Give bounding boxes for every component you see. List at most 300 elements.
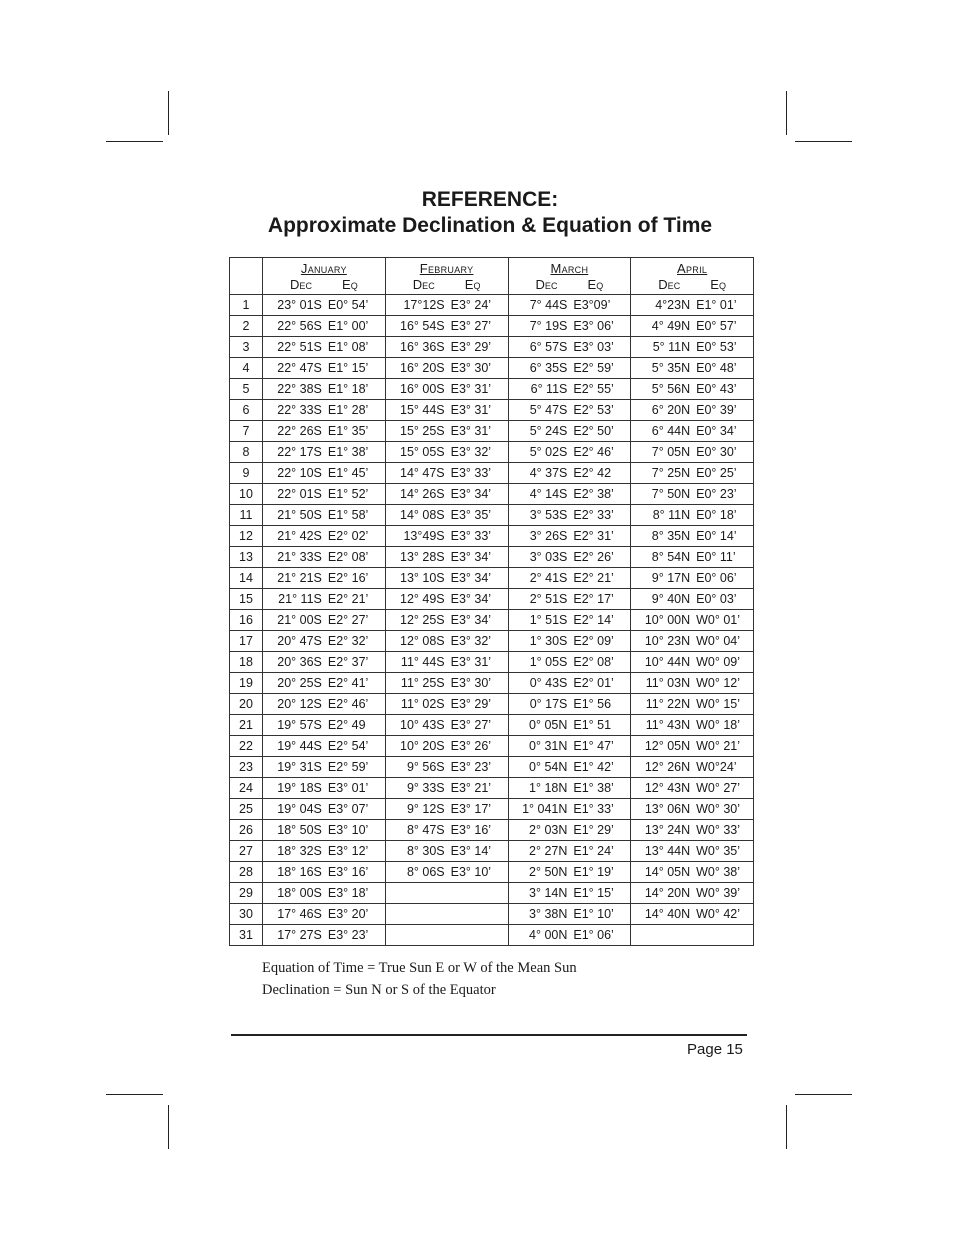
declination-value: 6° 35S: [529, 361, 568, 375]
crop-mark-tl-h: [106, 141, 163, 142]
day-number: 14: [230, 568, 263, 589]
equation-value: E3° 10’: [450, 865, 492, 879]
table-row: [230, 568, 754, 589]
eq-label: Eq: [587, 277, 604, 292]
equation-value: E3° 18’: [327, 886, 369, 900]
table-row: [230, 358, 754, 379]
equation-value: E1° 58’: [327, 508, 369, 522]
equation-value: E0° 53’: [696, 340, 737, 354]
cell-mar: [508, 316, 631, 337]
day-number: 30: [230, 904, 263, 925]
declination-value: 15° 44S: [400, 403, 445, 417]
cell-jan: [263, 841, 386, 862]
declination-value: 7° 05N: [651, 445, 691, 459]
declination-value: 22° 38S: [277, 382, 322, 396]
cell-jan: [263, 652, 386, 673]
table-row: [230, 505, 754, 526]
equation-value: E1° 15’: [327, 361, 369, 375]
declination-value: 4° 49N: [651, 319, 691, 333]
table-row: [230, 589, 754, 610]
declination-value: 1° 51S: [529, 613, 568, 627]
day-number: 5: [230, 379, 263, 400]
cell-feb: [385, 358, 508, 379]
declination-value: 23° 01S: [277, 298, 322, 312]
declination-value: 14° 20N: [644, 886, 691, 900]
cell-mar: [508, 778, 631, 799]
declination-value: 4° 00N: [529, 928, 568, 942]
cell-feb: [385, 904, 508, 925]
declination-value: 19° 18S: [277, 781, 322, 795]
declination-value: 17° 27S: [277, 928, 322, 942]
declination-value: 17° 46S: [277, 907, 322, 921]
equation-value: E1° 47’: [573, 739, 614, 753]
cell-jan: [263, 505, 386, 526]
day-number: 4: [230, 358, 263, 379]
day-number: 17: [230, 631, 263, 652]
day-column-header: [230, 258, 263, 295]
cell-mar: [508, 295, 631, 316]
declination-value: 10° 23N: [644, 634, 691, 648]
declination-value: 5° 35N: [651, 361, 691, 375]
declination-value: 18° 16S: [277, 865, 322, 879]
table-row: [230, 904, 754, 925]
equation-value: E3°09’: [573, 298, 611, 312]
declination-value: 16° 00S: [400, 382, 445, 396]
declination-value: 13° 10S: [400, 571, 445, 585]
cell-apr: [631, 379, 754, 400]
equation-value: E2° 14’: [573, 613, 614, 627]
declination-value: 10° 43S: [400, 718, 445, 732]
declination-value: 17°12S: [403, 298, 445, 312]
cell-apr: [631, 526, 754, 547]
equation-value: E2° 50’: [573, 424, 614, 438]
cell-feb: [385, 421, 508, 442]
declination-value: 11° 44S: [400, 655, 445, 669]
cell-mar: [508, 400, 631, 421]
declination-value: 11° 03N: [645, 676, 691, 690]
table-row: [230, 463, 754, 484]
declination-value: 22° 47S: [277, 361, 322, 375]
cell-mar: [508, 757, 631, 778]
equation-value: E1° 42’: [573, 760, 614, 774]
equation-value: W0° 27’: [696, 781, 741, 795]
cell-apr: [631, 610, 754, 631]
declination-value: 13° 24N: [644, 823, 691, 837]
equation-value: E3° 23’: [450, 760, 492, 774]
declination-value: 20° 47S: [277, 634, 322, 648]
equation-value: W0° 04’: [696, 634, 741, 648]
declination-value: 5° 11N: [652, 340, 691, 354]
equation-value: E3° 24’: [450, 298, 492, 312]
equation-value: E3° 27’: [450, 718, 492, 732]
declination-value: 6° 44N: [651, 424, 691, 438]
equation-value: W0° 35’: [696, 844, 741, 858]
equation-value: E1° 06’: [573, 928, 614, 942]
table-row: [230, 799, 754, 820]
cell-apr: [631, 505, 754, 526]
equation-value: E2° 27’: [327, 613, 369, 627]
declination-value: 3° 38N: [529, 907, 568, 921]
equation-value: E0° 14’: [696, 529, 737, 543]
table-row: [230, 883, 754, 904]
day-number: 20: [230, 694, 263, 715]
equation-value: E3° 20’: [327, 907, 369, 921]
declination-value: 21° 11S: [278, 592, 322, 606]
day-number: 18: [230, 652, 263, 673]
equation-value: E3° 10’: [327, 823, 369, 837]
equation-value: E0° 43’: [696, 382, 737, 396]
declination-value: 0° 05N: [529, 718, 568, 732]
equation-value: E1° 33’: [573, 802, 614, 816]
equation-value: E1° 18’: [327, 382, 369, 396]
cell-mar: [508, 442, 631, 463]
cell-feb: [385, 631, 508, 652]
cell-feb: [385, 757, 508, 778]
equation-value: E2° 32’: [327, 634, 369, 648]
cell-jan: [263, 715, 386, 736]
cell-mar: [508, 610, 631, 631]
footnotes: [262, 957, 577, 1001]
equation-value: E3° 31’: [450, 424, 492, 438]
declination-value: 12° 08S: [400, 634, 445, 648]
declination-value: 8° 11N: [652, 508, 691, 522]
table-row: [230, 757, 754, 778]
declination-value: 10° 44N: [644, 655, 691, 669]
table-row: [230, 925, 754, 946]
cell-apr: [631, 316, 754, 337]
equation-value: E2° 31’: [573, 529, 614, 543]
equation-value: E3° 06’: [573, 319, 614, 333]
month-name: February: [419, 261, 474, 276]
equation-value: W0° 12’: [696, 676, 741, 690]
declination-value: 2° 50N: [529, 865, 568, 879]
eq-label: Eq: [464, 277, 481, 292]
cell-apr: [631, 358, 754, 379]
declination-table: [229, 257, 754, 946]
cell-apr: [631, 337, 754, 358]
equation-value: E0° 57’: [696, 319, 737, 333]
declination-value: 0° 54N: [529, 760, 568, 774]
cell-apr: [631, 715, 754, 736]
declination-value: 9° 12S: [406, 802, 445, 816]
declination-value: 9° 17N: [651, 571, 691, 585]
cell-mar: [508, 337, 631, 358]
declination-value: 16° 54S: [400, 319, 445, 333]
equation-value: E0° 23’: [696, 487, 737, 501]
cell-jan: [263, 379, 386, 400]
table-row: [230, 652, 754, 673]
cell-mar: [508, 505, 631, 526]
equation-value: E2° 49: [327, 718, 366, 732]
declination-value: 22° 26S: [277, 424, 322, 438]
cell-feb: [385, 295, 508, 316]
equation-value: E3° 32’: [450, 634, 492, 648]
crop-mark-tr-h: [795, 141, 852, 142]
cell-apr: [631, 652, 754, 673]
day-number: 1: [230, 295, 263, 316]
declination-value: 19° 31S: [277, 760, 322, 774]
page-number: Page 15: [687, 1041, 743, 1058]
footer-rule: [231, 1034, 747, 1036]
cell-feb: [385, 379, 508, 400]
month-name: April: [677, 261, 708, 276]
equation-value: E1° 38’: [573, 781, 614, 795]
cell-jan: [263, 358, 386, 379]
cell-jan: [263, 883, 386, 904]
table-row: [230, 337, 754, 358]
table-row: [230, 778, 754, 799]
equation-value: W0° 38’: [696, 865, 741, 879]
declination-value: 7° 44S: [529, 298, 568, 312]
cell-jan: [263, 778, 386, 799]
equation-value: E0° 11’: [696, 550, 736, 564]
cell-jan: [263, 526, 386, 547]
cell-mar: [508, 820, 631, 841]
equation-value: W0°24’: [696, 760, 737, 774]
declination-value: 19° 57S: [277, 718, 322, 732]
cell-apr: [631, 295, 754, 316]
cell-jan: [263, 547, 386, 568]
equation-value: E0° 48’: [696, 361, 737, 375]
table-row: [230, 526, 754, 547]
cell-feb: [385, 862, 508, 883]
equation-value: E3° 31’: [450, 655, 492, 669]
day-number: 11: [230, 505, 263, 526]
declination-value: 5° 56N: [651, 382, 691, 396]
day-number: 28: [230, 862, 263, 883]
cell-mar: [508, 694, 631, 715]
cell-feb: [385, 799, 508, 820]
equation-value: E3° 33’: [450, 529, 492, 543]
cell-apr: [631, 673, 754, 694]
equation-value: E2° 53’: [573, 403, 614, 417]
declination-value: 8° 35N: [651, 529, 691, 543]
day-number: 12: [230, 526, 263, 547]
crop-mark-br-v: [786, 1105, 787, 1149]
cell-mar: [508, 631, 631, 652]
equation-value: W0° 18’: [696, 718, 741, 732]
table-row: [230, 379, 754, 400]
declination-value: 11° 22N: [645, 697, 691, 711]
equation-value: E3° 31’: [450, 382, 492, 396]
cell-feb: [385, 589, 508, 610]
declination-value: 18° 50S: [277, 823, 322, 837]
equation-value: E1° 35’: [327, 424, 369, 438]
equation-value: E3° 30’: [450, 361, 492, 375]
equation-value: E3° 07’: [327, 802, 369, 816]
crop-mark-br-h: [795, 1094, 852, 1095]
table-header-row: [230, 258, 754, 295]
cell-apr: [631, 400, 754, 421]
declination-value: 20° 12S: [277, 697, 322, 711]
declination-value: 0° 43S: [529, 676, 568, 690]
table-row: [230, 820, 754, 841]
crop-mark-bl-h: [106, 1094, 163, 1095]
equation-value: E0° 18’: [696, 508, 737, 522]
declination-value: 22° 10S: [277, 466, 322, 480]
declination-value: 13° 28S: [400, 550, 445, 564]
cell-feb: [385, 505, 508, 526]
declination-value: 13° 44N: [644, 844, 691, 858]
declination-value: 10° 00N: [644, 613, 691, 627]
cell-feb: [385, 316, 508, 337]
equation-value: E0° 39’: [696, 403, 737, 417]
equation-value: E1° 00’: [327, 319, 369, 333]
equation-value: E0° 54’: [327, 298, 369, 312]
day-number: 26: [230, 820, 263, 841]
declination-value: 19° 44S: [277, 739, 322, 753]
declination-value: 7° 25N: [651, 466, 691, 480]
day-number: 10: [230, 484, 263, 505]
cell-jan: [263, 862, 386, 883]
equation-value: E2° 08’: [327, 550, 369, 564]
cell-feb: [385, 778, 508, 799]
cell-mar: [508, 568, 631, 589]
declination-value: 16° 36S: [400, 340, 445, 354]
table-row: [230, 862, 754, 883]
day-number: 31: [230, 925, 263, 946]
cell-feb: [385, 841, 508, 862]
declination-value: 12° 25S: [400, 613, 445, 627]
declination-value: 13° 06N: [644, 802, 691, 816]
cell-apr: [631, 631, 754, 652]
cell-jan: [263, 799, 386, 820]
cell-jan: [263, 421, 386, 442]
cell-feb: [385, 883, 508, 904]
declination-value: 3° 26S: [529, 529, 568, 543]
equation-value: E1° 52’: [327, 487, 369, 501]
cell-jan: [263, 631, 386, 652]
equation-value: E2° 46’: [573, 445, 614, 459]
declination-value: 22° 17S: [277, 445, 322, 459]
cell-jan: [263, 904, 386, 925]
equation-value: E2° 59’: [573, 361, 614, 375]
month-header-april: [631, 258, 754, 295]
equation-value: E3° 12’: [327, 844, 369, 858]
cell-jan: [263, 694, 386, 715]
cell-mar: [508, 673, 631, 694]
equation-value: E2° 38’: [573, 487, 614, 501]
cell-mar: [508, 883, 631, 904]
equation-value: E3° 16’: [327, 865, 369, 879]
declination-value: 19° 04S: [277, 802, 322, 816]
declination-value: 14° 26S: [400, 487, 445, 501]
table-row: [230, 400, 754, 421]
cell-mar: [508, 925, 631, 946]
cell-feb: [385, 484, 508, 505]
equation-value: E3° 35’: [450, 508, 492, 522]
declination-value: 12° 26N: [644, 760, 691, 774]
equation-value: E2° 16’: [327, 571, 369, 585]
declination-value: 12° 43N: [644, 781, 691, 795]
cell-apr: [631, 421, 754, 442]
cell-feb: [385, 400, 508, 421]
equation-value: E2° 54’: [327, 739, 369, 753]
day-number: 8: [230, 442, 263, 463]
day-number: 21: [230, 715, 263, 736]
equation-value: E2° 42: [573, 466, 612, 480]
equation-value: W0° 39’: [696, 886, 741, 900]
equation-value: W0° 30’: [696, 802, 741, 816]
cell-jan: [263, 820, 386, 841]
equation-value: E2° 01’: [573, 676, 614, 690]
equation-value: E3° 34’: [450, 550, 492, 564]
equation-value: E0° 30’: [696, 445, 737, 459]
cell-jan: [263, 295, 386, 316]
equation-value: E3° 27’: [450, 319, 492, 333]
cell-mar: [508, 589, 631, 610]
declination-value: 13°49S: [403, 529, 445, 543]
cell-mar: [508, 526, 631, 547]
declination-value: 15° 25S: [400, 424, 445, 438]
table-row: [230, 715, 754, 736]
dec-label: Dec: [535, 277, 558, 292]
equation-value: E2° 59’: [327, 760, 369, 774]
declination-value: 8° 06S: [406, 865, 445, 879]
table-row: [230, 673, 754, 694]
cell-jan: [263, 442, 386, 463]
cell-jan: [263, 316, 386, 337]
cell-apr: [631, 778, 754, 799]
equation-value: E1° 45’: [327, 466, 369, 480]
day-number: 7: [230, 421, 263, 442]
day-number: 13: [230, 547, 263, 568]
cell-apr: [631, 925, 754, 946]
cell-jan: [263, 484, 386, 505]
table-row: [230, 694, 754, 715]
declination-value: 2° 41S: [529, 571, 568, 585]
declination-value: 9° 33S: [406, 781, 445, 795]
table-row: [230, 841, 754, 862]
declination-value: 22° 33S: [277, 403, 322, 417]
equation-value: W0° 09’: [696, 655, 741, 669]
equation-value: E3° 16’: [450, 823, 492, 837]
cell-apr: [631, 463, 754, 484]
equation-value: E1° 24’: [573, 844, 614, 858]
cell-mar: [508, 379, 631, 400]
equation-value: E3° 33’: [450, 466, 492, 480]
declination-value: 7° 50N: [651, 487, 691, 501]
cell-mar: [508, 484, 631, 505]
cell-apr: [631, 694, 754, 715]
equation-value: E3° 14’: [450, 844, 492, 858]
equation-value: E3° 34’: [450, 592, 492, 606]
equation-value: E3° 31’: [450, 403, 492, 417]
cell-mar: [508, 463, 631, 484]
month-header-january: [263, 258, 386, 295]
cell-apr: [631, 862, 754, 883]
equation-value: E2° 08’: [573, 655, 614, 669]
declination-value: 20° 36S: [277, 655, 322, 669]
day-number: 24: [230, 778, 263, 799]
declination-value: 22° 56S: [277, 319, 322, 333]
equation-value: E1° 38’: [327, 445, 369, 459]
equation-value: E2° 46’: [327, 697, 369, 711]
equation-value: E1° 19’: [573, 865, 614, 879]
declination-value: 9° 56S: [406, 760, 445, 774]
eq-label: Eq: [710, 277, 726, 292]
cell-feb: [385, 337, 508, 358]
cell-apr: [631, 841, 754, 862]
cell-jan: [263, 757, 386, 778]
declination-value: 11° 02S: [400, 697, 445, 711]
equation-value: E3° 32’: [450, 445, 492, 459]
crop-mark-bl-v: [168, 1105, 169, 1149]
declination-value: 22° 01S: [277, 487, 322, 501]
declination-value: 5° 02S: [529, 445, 568, 459]
equation-value: E3° 34’: [450, 613, 492, 627]
declination-value: 12° 05N: [644, 739, 691, 753]
